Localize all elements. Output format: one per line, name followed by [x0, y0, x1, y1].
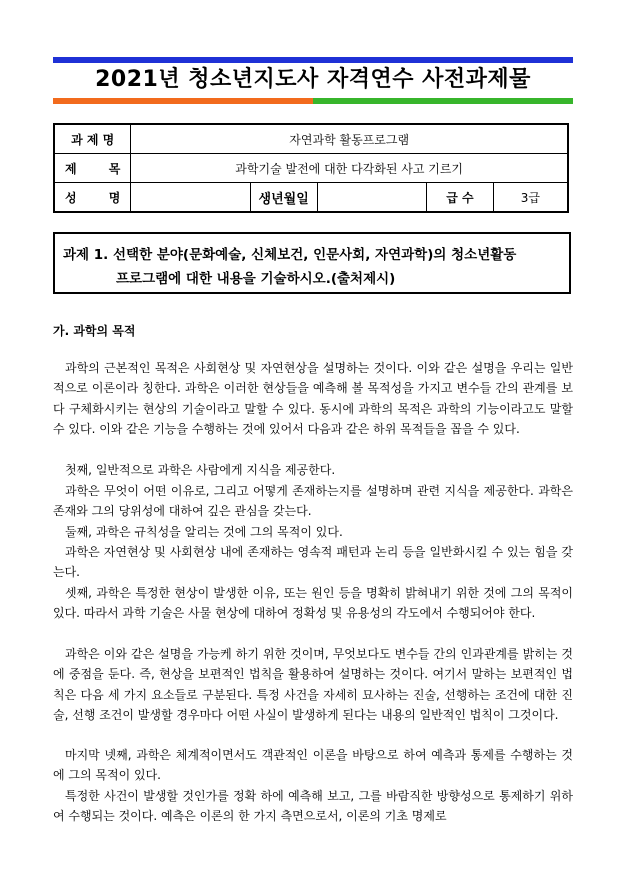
name-label-a: 성 [65, 190, 77, 205]
topic-label-a: 제 [65, 161, 77, 176]
name-label-b: 명 [108, 190, 121, 205]
paragraph-4: 둘째, 과학은 규칙성을 알리는 것에 그의 목적이 있다. [65, 525, 343, 539]
paragraph-1: 과학의 근본적인 목적은 사회현상 및 자연현상을 설명하는 것이다. 이와 같은 설명을 우리는 일반적으로 이론이라 칭한다. 과학은 이러한 현상들을 예측해 볼 목적성을 가지고 변수들 간의 관계를 보다 구체화시키는 현상의 기술이라고 말할 수 있다. 동시에 과학의 목적은 과학의 기능이라고도 말할 수 있다. 이와 같은 기능을 수행하는 것에 있어서 다음과 같은 하위 목적들을 꼽을 수 있다. [53, 361, 573, 436]
header-bottom-bar-green [313, 98, 573, 104]
paragraph-6: 셋째, 과학은 특정한 현상이 발생한 이유, 또는 원인 등을 명확히 밝혀내기 위한 것에 그의 목적이 있다. 따라서 과학 기술은 사물 현상에 대하여 정확성 및 유용성의 각도에서 수행되어야 한다. [53, 586, 573, 621]
paragraph-2: 첫째, 일반적으로 과학은 사람에게 지식을 제공한다. [65, 463, 336, 477]
task-line-2: 프로그램에 대한 내용을 기술하시오.(출처제시) [116, 271, 396, 287]
paragraph-7: 과학은 이와 같은 설명을 가능케 하기 위한 것이며, 무엇보다도 변수들 간의 인과관계를 밝히는 것에 중점을 둔다. 즉, 현상을 보편적인 법칙을 활용하여 설명하는 것이다. 여기서 말하는 보편적인 법칙은 다음 세 가지 요소들로 구분된다. 특정 사건을 자세히 묘사하는 진술, 선행하는 조건에 대한 진술, 선행 조건이 발생할 경우마다 어떤 사실이 발생하게 된다는 내용의 일반적인 법칙이 그것이다. [53, 647, 573, 722]
info-row-subject [54, 124, 568, 154]
paragraph-9: 특정한 사건이 발생할 것인가를 정확 하에 예측해 보고, 그를 바람직한 방향성으로 통제하기 위하여 수행되는 것이다. 예측은 이론의 한 가지 측면으로서, 이론의 기초 명제로 [53, 789, 573, 824]
header-bottom-bar-orange [53, 98, 313, 104]
paragraph-3: 과학은 무엇이 어떤 이유로, 그리고 어떻게 존재하는지를 설명하며 관련 지식을 제공한다. 과학은 존재와 그의 당위성에 대하여 깊은 관심을 갖는다. [53, 484, 573, 519]
name-label [54, 183, 131, 213]
subject-label: 과 제 명 [54, 124, 131, 154]
paragraph-5: 과학은 자연현상 및 사회현상 내에 존재하는 영속적 패턴과 논리 등을 일반화시킬 수 있는 힘을 갖는다. [53, 545, 573, 580]
page-title: 2021년 청소년지도사 자격연수 사전과제물 [95, 67, 531, 92]
info-row-name [54, 183, 568, 213]
topic-label [54, 154, 131, 183]
task-line-1: 과제 1. 선택한 분야(문화예술, 신체보건, 인문사회, 자연과학)의 청소년활동 [63, 247, 517, 263]
info-table [53, 123, 569, 213]
topic-label-b: 목 [108, 161, 121, 176]
subject-value: 자연과학 활동프로그램 [131, 124, 568, 154]
paragraph-8: 마지막 넷째, 과학은 체계적이면서도 객관적인 이론을 바탕으로 하여 예측과 통제를 수행하는 것에 그의 목적이 있다. [53, 748, 573, 783]
birth-value[interactable] [317, 183, 426, 213]
info-row-topic [54, 154, 568, 183]
section-heading: 가. 과학의 목적 [53, 324, 136, 338]
name-value[interactable] [131, 183, 250, 213]
task-box [53, 232, 571, 294]
grade-value: 3급 [493, 183, 568, 213]
topic-value: 과학기술 발전에 대한 다각화된 사고 기르기 [131, 154, 568, 183]
grade-label: 급 수 [427, 183, 494, 213]
birth-label: 생년월일 [250, 183, 317, 213]
